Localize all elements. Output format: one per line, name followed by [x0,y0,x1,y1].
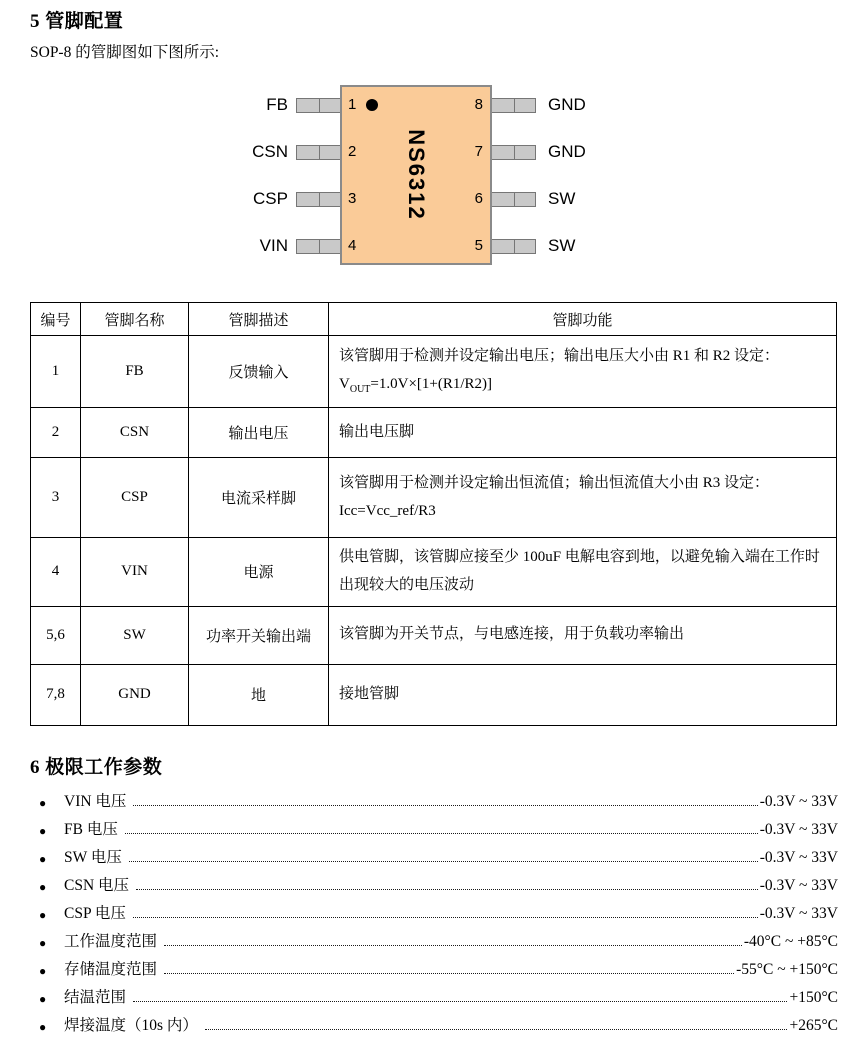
cell-name: CSP [81,458,189,538]
dotted-leader [205,1029,788,1030]
bullet-icon: ● [39,1019,47,1034]
cell-func: 供电管脚，该管脚应接至少 100uF 电解电容到地，以避免输入端在工作时出现较大的电压波动 [329,538,837,607]
limit-value: -0.3V ~ 33V [759,849,838,866]
limit-label: 焊接温度（10s 内） [64,1017,198,1034]
pin-label-sw-6: SW [548,189,576,208]
bullet-icon: ● [39,991,47,1006]
bullet-icon: ● [39,823,47,838]
list-item-csn-voltage [30,873,838,901]
limit-value: -0.3V ~ 33V [759,877,838,894]
cell-id: 5,6 [31,606,81,664]
cell-func: 输出电压脚 [329,408,837,458]
pin-number-7: 7 [474,143,483,160]
header-pin-number: 编号 [31,303,81,336]
pin-number-1: 1 [348,96,357,113]
table-row-gnd [31,664,837,725]
limit-value: -40°C ~ +85°C [743,933,838,950]
cell-id: 2 [31,408,81,458]
table-row-sw [31,606,837,664]
pin-label-gnd-7: GND [548,142,586,161]
cell-desc: 电流采样脚 [189,458,329,538]
pin-label-csp: CSP [253,189,288,208]
pin-label-sw-5: SW [548,236,576,255]
formula-subscript: OUT [349,384,371,396]
pin-label-csn: CSN [252,142,288,161]
bullet-icon: ● [39,879,47,894]
cell-func: 接地管脚 [329,664,837,725]
absolute-maximum-ratings-list [30,789,838,1041]
table-row-csp [31,458,837,538]
cell-func [329,336,837,408]
pin-label-fb: FB [266,95,288,114]
dotted-leader [133,1001,787,1002]
list-item-sw-voltage [30,845,838,873]
limit-label: VIN 电压 [64,793,127,810]
cell-func [329,458,837,538]
dotted-leader [164,945,742,946]
cell-id: 4 [31,538,81,607]
cell-desc: 电源 [189,538,329,607]
list-item-fb-voltage [30,817,838,845]
limit-value: -0.3V ~ 33V [759,793,838,810]
func-text: 该管脚用于检测并设定输出电压；输出电压大小由 R1 和 R2 设定： [339,348,780,365]
limit-value: -0.3V ~ 33V [759,821,838,838]
dotted-leader [136,889,758,890]
cell-func: 该管脚为开关节点，与电感连接，用于负载功率输出 [329,606,837,664]
bullet-icon: ● [39,795,47,810]
limit-label: SW 电压 [64,849,122,866]
limit-value: -55°C ~ +150°C [736,961,838,978]
pin-lead-1 [296,98,341,113]
table-row-vin [31,538,837,607]
pin-lead-3 [296,192,341,207]
bullet-icon: ● [39,963,47,978]
dotted-leader [133,805,757,806]
list-item-csp-voltage [30,901,838,929]
func-formula: Icc=Vcc_ref/R3 [339,502,436,519]
table-row-fb [31,336,837,408]
table-header-row [31,303,837,336]
limit-label: 存储温度范围 [64,961,158,978]
limit-value: +265°C [789,1017,838,1034]
header-pin-func: 管脚功能 [329,303,837,336]
pin-lead-5 [491,239,536,254]
pin-number-5: 5 [474,237,483,254]
header-pin-name: 管脚名称 [81,303,189,336]
pin-lead-2 [296,145,341,160]
bullet-icon: ● [39,907,47,922]
cell-desc: 地 [189,664,329,725]
limit-label: FB 电压 [64,821,118,838]
cell-desc: 功率开关输出端 [189,606,329,664]
cell-name: SW [81,606,189,664]
pin-label-gnd-8: GND [548,95,586,114]
chip-name: NS6312 [404,129,429,221]
dotted-leader [129,861,758,862]
header-pin-desc: 管脚描述 [189,303,329,336]
list-item-storage-temp [30,957,838,985]
cell-desc: 反馈输入 [189,336,329,408]
section-5-heading: 5 管脚配置 [30,11,124,32]
limit-value: +150°C [789,989,838,1006]
list-item-junction-temp [30,985,838,1013]
section-6-heading: 6 极限工作参数 [30,757,163,778]
dotted-leader [133,917,758,918]
dotted-leader [164,973,734,974]
limit-label: 结温范围 [64,989,127,1006]
limit-value: -0.3V ~ 33V [759,905,838,922]
func-text: 该管脚用于检测并设定输出恒流值；输出恒流值大小由 R3 设定： [339,474,770,491]
list-item-vin-voltage [30,789,838,817]
pin-number-2: 2 [348,143,357,160]
pin-number-8: 8 [474,96,483,113]
sop8-pinout-diagram [0,78,865,293]
pin-lead-4 [296,239,341,254]
bullet-icon: ● [39,935,47,950]
bullet-icon: ● [39,851,47,866]
limit-label: CSN 电压 [64,877,130,894]
cell-desc: 输出电压 [189,408,329,458]
pin-function-table [30,302,837,726]
pin-number-6: 6 [474,190,483,207]
cell-id: 1 [31,336,81,408]
pin-lead-6 [491,192,536,207]
formula-rest: =1.0V×[1+(R1/R2)] [370,376,493,393]
pin-lead-8 [491,98,536,113]
formula-base: V [339,376,350,393]
pin-label-vin: VIN [259,236,288,255]
limit-label: 工作温度范围 [64,933,158,950]
cell-name: CSN [81,408,189,458]
cell-name: VIN [81,538,189,607]
pin1-indicator-dot [366,99,378,111]
list-item-operating-temp [30,929,838,957]
section-5-intro: SOP-8 的管脚图如下图所示: [30,44,220,61]
pin-number-4: 4 [348,237,357,254]
cell-id: 3 [31,458,81,538]
list-item-soldering-temp [30,1013,838,1041]
dotted-leader [125,833,758,834]
limit-label: CSP 电压 [64,905,126,922]
pin-lead-7 [491,145,536,160]
cell-name: GND [81,664,189,725]
cell-name: FB [81,336,189,408]
table-row-csn [31,408,837,458]
cell-id: 7,8 [31,664,81,725]
pin-number-3: 3 [348,190,357,207]
